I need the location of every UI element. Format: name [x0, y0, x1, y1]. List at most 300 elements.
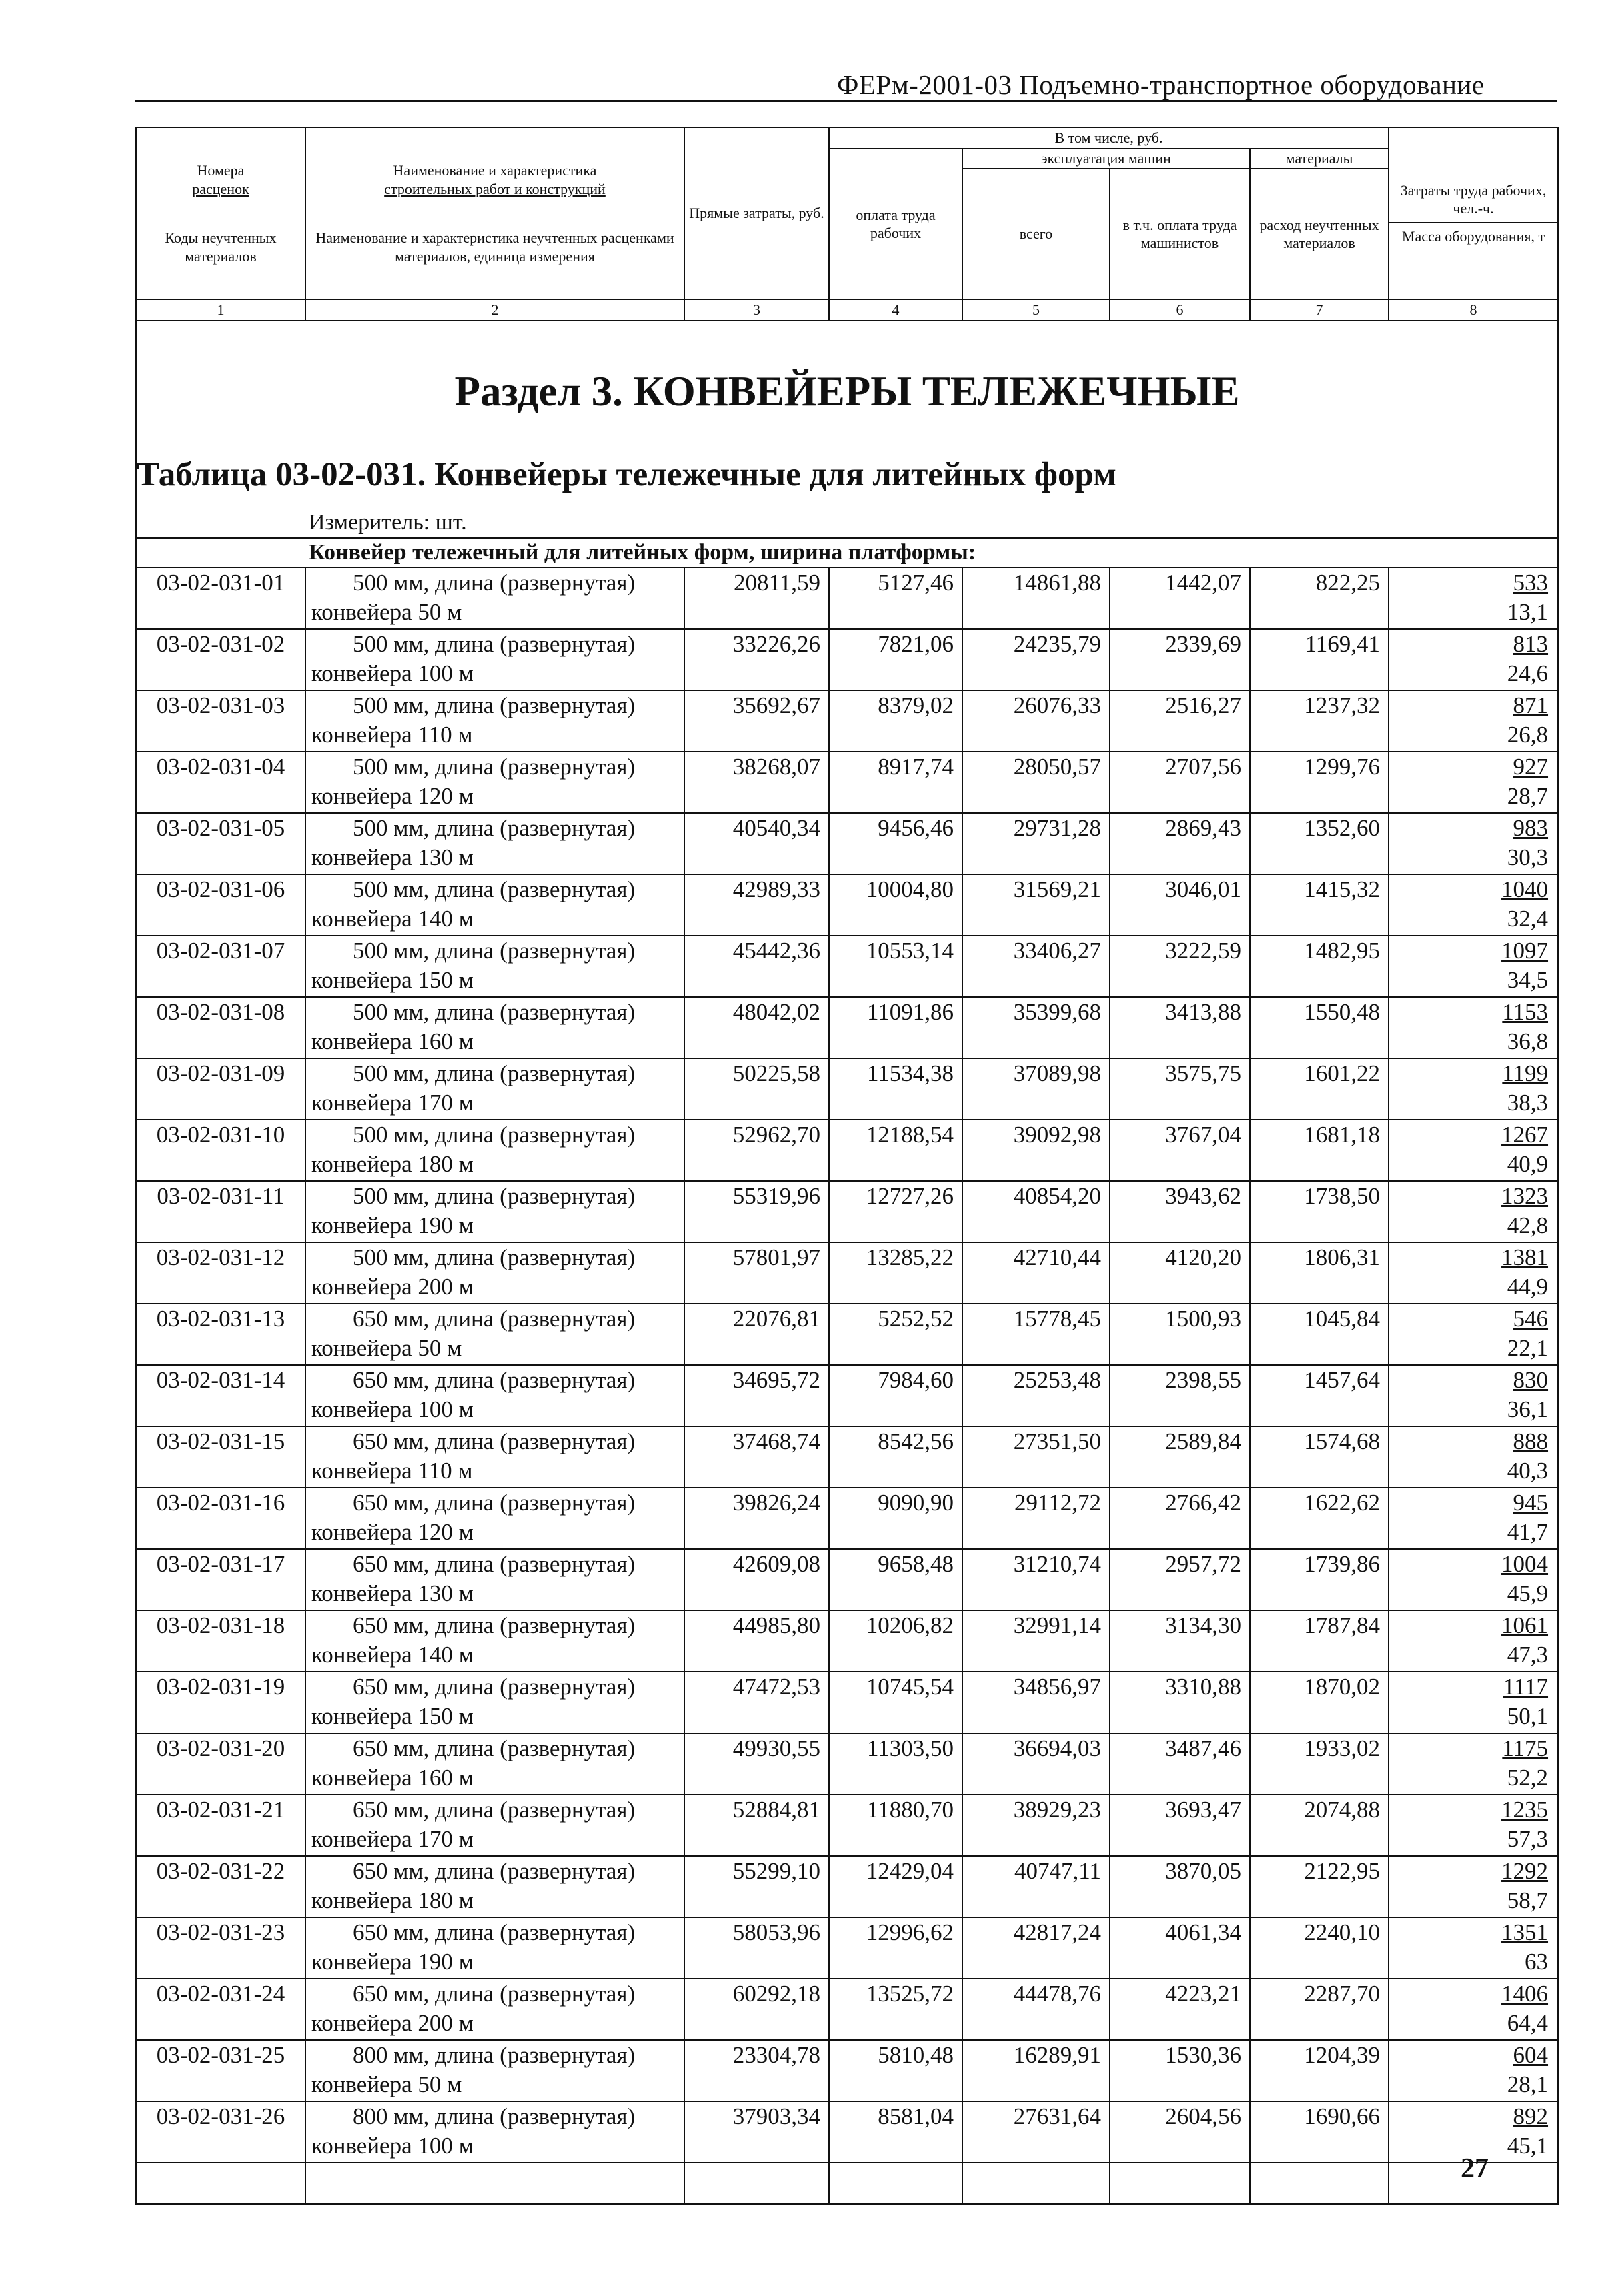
rate-code: 03-02-031-02	[136, 629, 305, 690]
table-row	[136, 2101, 1558, 2163]
labor-mass-cell	[1389, 1917, 1558, 1979]
rate-name	[305, 874, 684, 936]
labor-mass-cell	[1389, 1979, 1558, 2040]
materials-cost: 1739,86	[1250, 1549, 1389, 1610]
table-title: Таблица 03-02-031. Конвейеры тележечные для литейных форм	[136, 441, 1558, 508]
labor-mass-cell	[1389, 629, 1558, 690]
equipment-mass: 63	[1525, 1949, 1549, 1975]
rate-code: 03-02-031-11	[136, 1181, 305, 1242]
labor-pay: 10004,80	[829, 874, 962, 936]
equipment-mass: 22,1	[1507, 1335, 1549, 1361]
labor-hours: 871	[1513, 692, 1549, 718]
machines-total: 42817,24	[962, 1917, 1110, 1979]
rate-name	[305, 1856, 684, 1917]
rate-name-line1: 500 мм, длина (развернутая)	[353, 569, 636, 596]
rate-name-line2: конвейера 140 м	[311, 1642, 474, 1668]
table-row	[136, 1610, 1558, 1672]
rate-code: 03-02-031-15	[136, 1426, 305, 1488]
table-row	[136, 567, 1558, 629]
rate-name-line1: 650 мм, длина (развернутая)	[353, 1306, 636, 1332]
table-row	[136, 1917, 1558, 1979]
table-row	[136, 874, 1558, 936]
rate-name-line2: конвейера 180 м	[311, 1887, 474, 1913]
operators-pay: 3575,75	[1110, 1058, 1250, 1120]
table-row	[136, 1120, 1558, 1181]
direct-costs: 48042,02	[684, 997, 829, 1058]
materials-cost: 1681,18	[1250, 1120, 1389, 1181]
page-number: 27	[1461, 2153, 1489, 2184]
labor-pay: 10206,82	[829, 1610, 962, 1672]
incl-group-header: В том числе, руб.	[829, 127, 1389, 149]
empty-cell	[1250, 2163, 1389, 2204]
rates-table	[135, 127, 1559, 2205]
labor-pay: 12188,54	[829, 1120, 962, 1181]
materials-cost: 1415,32	[1250, 874, 1389, 936]
operators-pay: 2398,55	[1110, 1365, 1250, 1426]
operators-pay: 4120,20	[1110, 1242, 1250, 1304]
direct-costs: 44985,80	[684, 1610, 829, 1672]
labor-pay: 11091,86	[829, 997, 962, 1058]
rate-name	[305, 1058, 684, 1120]
labor-hours: 1175	[1502, 1735, 1549, 1761]
labor-pay: 8379,02	[829, 690, 962, 752]
empty-cell	[1110, 2163, 1250, 2204]
rate-name-line2: конвейера 190 м	[311, 1949, 474, 1975]
machines-total: 25253,48	[962, 1365, 1110, 1426]
rate-name-line1: 500 мм, длина (развернутая)	[353, 876, 636, 902]
direct-costs: 47472,53	[684, 1672, 829, 1733]
rate-code: 03-02-031-09	[136, 1058, 305, 1120]
equipment-mass: 64,4	[1507, 2010, 1549, 2036]
labor-pay: 11534,38	[829, 1058, 962, 1120]
column-number: 4	[829, 299, 962, 321]
labor-hours: 1153	[1502, 999, 1549, 1025]
rate-name	[305, 1242, 684, 1304]
labor-hours: 1061	[1501, 1612, 1549, 1638]
rate-name-line2: конвейера 100 м	[311, 2133, 474, 2159]
equipment-mass: 36,8	[1507, 1028, 1549, 1054]
direct-costs: 55299,10	[684, 1856, 829, 1917]
table-body	[136, 321, 1558, 2204]
col5-header: всего	[962, 169, 1110, 299]
rate-name-line2: конвейера 50 м	[311, 599, 462, 625]
materials-cost: 2287,70	[1250, 1979, 1389, 2040]
col4-header: оплата труда рабочих	[829, 149, 962, 299]
table-row	[136, 936, 1558, 997]
rate-name-line2: конвейера 160 м	[311, 1765, 474, 1791]
direct-costs: 20811,59	[684, 567, 829, 629]
rate-name-line1: 500 мм, длина (развернутая)	[353, 1183, 636, 1209]
table-row	[136, 690, 1558, 752]
measure-unit: Измеритель: шт.	[136, 508, 1558, 538]
equipment-mass: 24,6	[1507, 660, 1549, 686]
rate-code: 03-02-031-22	[136, 1856, 305, 1917]
direct-costs: 23304,78	[684, 2040, 829, 2101]
rate-name-line1: 650 мм, длина (развернутая)	[353, 1858, 636, 1884]
materials-cost: 1601,22	[1250, 1058, 1389, 1120]
col1-header	[136, 127, 305, 299]
labor-mass-cell	[1389, 1856, 1558, 1917]
rate-name-line2: конвейера 160 м	[311, 1028, 474, 1054]
column-number: 3	[684, 299, 829, 321]
rate-code: 03-02-031-19	[136, 1672, 305, 1733]
labor-hours: 813	[1513, 631, 1549, 657]
rate-name	[305, 1488, 684, 1549]
rate-name-line2: конвейера 200 м	[311, 1274, 474, 1300]
operators-pay: 2604,56	[1110, 2101, 1250, 2163]
labor-pay: 5127,46	[829, 567, 962, 629]
labor-hours: 604	[1513, 2042, 1549, 2068]
materials-cost: 1574,68	[1250, 1426, 1389, 1488]
labor-mass-cell	[1389, 1795, 1558, 1856]
rate-name-line2: конвейера 100 м	[311, 660, 474, 686]
column-number: 2	[305, 299, 684, 321]
col1-header-bottom: Коды неучтенных материалов	[165, 229, 277, 265]
equipment-mass: 28,1	[1507, 2071, 1549, 2097]
column-number: 5	[962, 299, 1110, 321]
direct-costs: 57801,97	[684, 1242, 829, 1304]
operators-pay: 3487,46	[1110, 1733, 1250, 1795]
direct-costs: 37903,34	[684, 2101, 829, 2163]
rate-name	[305, 813, 684, 874]
labor-hours: 830	[1513, 1367, 1549, 1393]
table-row	[136, 1979, 1558, 2040]
labor-mass-cell	[1389, 1120, 1558, 1181]
operators-pay: 3943,62	[1110, 1181, 1250, 1242]
rate-name-line2: конвейера 140 м	[311, 906, 474, 932]
operators-pay: 1500,93	[1110, 1304, 1250, 1365]
rate-name	[305, 1610, 684, 1672]
equipment-mass: 57,3	[1507, 1826, 1549, 1852]
direct-costs: 42609,08	[684, 1549, 829, 1610]
labor-pay: 9090,90	[829, 1488, 962, 1549]
rate-code: 03-02-031-26	[136, 2101, 305, 2163]
labor-pay: 10745,54	[829, 1672, 962, 1733]
labor-hours: 533	[1513, 569, 1549, 596]
machines-total: 33406,27	[962, 936, 1110, 997]
rate-name-line1: 500 мм, длина (развернутая)	[353, 1122, 636, 1148]
labor-mass-cell	[1389, 813, 1558, 874]
labor-pay: 10553,14	[829, 936, 962, 997]
rate-name	[305, 1979, 684, 2040]
rate-name-line2: конвейера 150 м	[311, 1703, 474, 1729]
labor-hours: 1381	[1501, 1244, 1549, 1270]
machines-total: 40747,11	[962, 1856, 1110, 1917]
labor-mass-cell	[1389, 1549, 1558, 1610]
rate-name-line1: 500 мм, длина (развернутая)	[353, 692, 636, 718]
rate-name-line1: 650 мм, длина (развернутая)	[353, 1735, 636, 1761]
direct-costs: 52962,70	[684, 1120, 829, 1181]
rate-name	[305, 1549, 684, 1610]
rate-name-line2: конвейера 180 м	[311, 1151, 474, 1177]
labor-hours: 892	[1513, 2103, 1549, 2129]
rate-name	[305, 1181, 684, 1242]
machines-group-header: эксплуатация машин	[962, 149, 1250, 169]
materials-cost: 1933,02	[1250, 1733, 1389, 1795]
table-row	[136, 1856, 1558, 1917]
labor-mass-cell	[1389, 936, 1558, 997]
operators-pay: 2516,27	[1110, 690, 1250, 752]
rate-name-line1: 800 мм, длина (развернутая)	[353, 2103, 636, 2129]
labor-pay: 8542,56	[829, 1426, 962, 1488]
table-head	[136, 127, 1558, 321]
table-row	[136, 1181, 1558, 1242]
rate-code: 03-02-031-04	[136, 752, 305, 813]
labor-mass-cell	[1389, 1672, 1558, 1733]
rate-name-line2: конвейера 120 м	[311, 1519, 474, 1545]
operators-pay: 1530,36	[1110, 2040, 1250, 2101]
labor-mass-cell	[1389, 690, 1558, 752]
materials-cost: 2074,88	[1250, 1795, 1389, 1856]
labor-pay: 12429,04	[829, 1856, 962, 1917]
rate-code: 03-02-031-16	[136, 1488, 305, 1549]
rate-name-line1: 500 мм, длина (развернутая)	[353, 815, 636, 841]
labor-hours: 1117	[1503, 1674, 1549, 1700]
materials-group-header: материалы	[1250, 149, 1389, 169]
table-row	[136, 752, 1558, 813]
machines-total: 29112,72	[962, 1488, 1110, 1549]
table-row	[136, 1058, 1558, 1120]
operators-pay: 3870,05	[1110, 1856, 1250, 1917]
labor-hours: 1004	[1501, 1551, 1549, 1577]
materials-cost: 1457,64	[1250, 1365, 1389, 1426]
operators-pay: 2339,69	[1110, 629, 1250, 690]
labor-mass-cell	[1389, 1181, 1558, 1242]
empty-cell	[829, 2163, 962, 2204]
rate-name-line2: конвейера 130 м	[311, 844, 474, 870]
rate-name-line1: 650 мм, длина (развернутая)	[353, 1367, 636, 1393]
empty-cell	[962, 2163, 1110, 2204]
equipment-mass: 44,9	[1507, 1274, 1549, 1300]
materials-cost: 1806,31	[1250, 1242, 1389, 1304]
table-row	[136, 629, 1558, 690]
operators-pay: 2957,72	[1110, 1549, 1250, 1610]
operators-pay: 3222,59	[1110, 936, 1250, 997]
rate-code: 03-02-031-05	[136, 813, 305, 874]
operators-pay: 3134,30	[1110, 1610, 1250, 1672]
direct-costs: 52884,81	[684, 1795, 829, 1856]
col2-header-bottom: Наименование и характеристика неучтенных расценками материалов, единица измерения	[315, 229, 674, 265]
materials-cost: 822,25	[1250, 567, 1389, 629]
equipment-mass: 41,7	[1507, 1519, 1549, 1545]
column-number: 1	[136, 299, 305, 321]
equipment-mass: 40,3	[1507, 1458, 1549, 1484]
equipment-mass: 36,1	[1507, 1396, 1549, 1422]
direct-costs: 34695,72	[684, 1365, 829, 1426]
table-row	[136, 1795, 1558, 1856]
rate-name	[305, 1365, 684, 1426]
rate-code: 03-02-031-24	[136, 1979, 305, 2040]
rate-name-line1: 800 мм, длина (развернутая)	[353, 2042, 636, 2068]
table-row	[136, 1304, 1558, 1365]
table-bottom-spacer	[136, 2163, 1558, 2204]
equipment-mass: 50,1	[1507, 1703, 1549, 1729]
labor-pay: 5252,52	[829, 1304, 962, 1365]
labor-hours: 1097	[1501, 938, 1549, 964]
labor-pay: 5810,48	[829, 2040, 962, 2101]
rate-name-line1: 500 мм, длина (развернутая)	[353, 999, 636, 1025]
direct-costs: 38268,07	[684, 752, 829, 813]
labor-pay: 12996,62	[829, 1917, 962, 1979]
machines-total: 39092,98	[962, 1120, 1110, 1181]
table-row	[136, 1672, 1558, 1733]
labor-hours: 1323	[1501, 1183, 1549, 1209]
machines-total: 40854,20	[962, 1181, 1110, 1242]
labor-pay: 12727,26	[829, 1181, 962, 1242]
labor-pay: 7984,60	[829, 1365, 962, 1426]
rate-code: 03-02-031-08	[136, 997, 305, 1058]
materials-cost: 2240,10	[1250, 1917, 1389, 1979]
rate-name	[305, 567, 684, 629]
materials-cost: 1352,60	[1250, 813, 1389, 874]
table-row	[136, 1426, 1558, 1488]
labor-mass-cell	[1389, 1058, 1558, 1120]
rate-name-line2: конвейера 110 м	[311, 1458, 473, 1484]
equipment-mass: 30,3	[1507, 844, 1549, 870]
operators-pay: 2869,43	[1110, 813, 1250, 874]
labor-pay: 13285,22	[829, 1242, 962, 1304]
equipment-mass: 13,1	[1507, 599, 1549, 625]
direct-costs: 50225,58	[684, 1058, 829, 1120]
rate-name-line1: 650 мм, длина (развернутая)	[353, 1919, 636, 1945]
rate-name-line1: 650 мм, длина (развернутая)	[353, 1981, 636, 2007]
machines-total: 29731,28	[962, 813, 1110, 874]
table-row	[136, 1242, 1558, 1304]
rate-code: 03-02-031-20	[136, 1733, 305, 1795]
rate-name-line2: конвейера 150 м	[311, 967, 474, 993]
equipment-mass: 38,3	[1507, 1090, 1549, 1116]
col8-header-bottom: Масса оборудования, т	[1389, 222, 1557, 246]
machines-total: 31569,21	[962, 874, 1110, 936]
labor-pay: 9658,48	[829, 1549, 962, 1610]
machines-total: 31210,74	[962, 1549, 1110, 1610]
direct-costs: 60292,18	[684, 1979, 829, 2040]
rate-name	[305, 1672, 684, 1733]
rate-name	[305, 936, 684, 997]
rate-code: 03-02-031-21	[136, 1795, 305, 1856]
rate-name	[305, 2040, 684, 2101]
rate-name	[305, 997, 684, 1058]
col1-header-top2: расценок	[192, 180, 249, 197]
labor-hours: 888	[1513, 1428, 1549, 1454]
direct-costs: 22076,81	[684, 1304, 829, 1365]
direct-costs: 55319,96	[684, 1181, 829, 1242]
equipment-mass: 26,8	[1507, 722, 1549, 748]
labor-mass-cell	[1389, 567, 1558, 629]
materials-cost: 1690,66	[1250, 2101, 1389, 2163]
labor-pay: 11303,50	[829, 1733, 962, 1795]
operators-pay: 3310,88	[1110, 1672, 1250, 1733]
labor-mass-cell	[1389, 1365, 1558, 1426]
labor-hours: 1199	[1502, 1060, 1549, 1086]
labor-mass-cell	[1389, 2040, 1558, 2101]
machines-total: 37089,98	[962, 1058, 1110, 1120]
direct-costs: 40540,34	[684, 813, 829, 874]
rate-name	[305, 752, 684, 813]
col8-header-top: Затраты труда рабочих, чел.-ч.	[1400, 181, 1547, 217]
empty-cell	[684, 2163, 829, 2204]
labor-mass-cell	[1389, 1242, 1558, 1304]
labor-pay: 11880,70	[829, 1795, 962, 1856]
rate-code: 03-02-031-14	[136, 1365, 305, 1426]
machines-total: 44478,76	[962, 1979, 1110, 2040]
rate-code: 03-02-031-13	[136, 1304, 305, 1365]
rate-name	[305, 1120, 684, 1181]
column-number: 7	[1250, 299, 1389, 321]
labor-mass-cell	[1389, 997, 1558, 1058]
col3-header: Прямые затраты, руб.	[684, 127, 829, 299]
materials-cost: 1787,84	[1250, 1610, 1389, 1672]
machines-total: 35399,68	[962, 997, 1110, 1058]
labor-mass-cell	[1389, 1488, 1558, 1549]
machines-total: 24235,79	[962, 629, 1110, 690]
equipment-mass: 52,2	[1507, 1765, 1549, 1791]
rate-name	[305, 1304, 684, 1365]
machines-total: 27351,50	[962, 1426, 1110, 1488]
column-number: 6	[1110, 299, 1250, 321]
rate-name-line1: 650 мм, длина (развернутая)	[353, 1551, 636, 1577]
col6-header: в т.ч. оплата труда машинистов	[1110, 169, 1250, 299]
machines-total: 28050,57	[962, 752, 1110, 813]
labor-mass-cell	[1389, 1610, 1558, 1672]
equipment-mass: 45,1	[1507, 2133, 1549, 2159]
direct-costs: 45442,36	[684, 936, 829, 997]
section-title: Раздел 3. КОНВЕЙЕРЫ ТЕЛЕЖЕЧНЫЕ	[136, 321, 1558, 441]
machines-total: 42710,44	[962, 1242, 1110, 1304]
rate-name-line2: конвейера 120 м	[311, 783, 474, 809]
rate-code: 03-02-031-01	[136, 567, 305, 629]
rate-code: 03-02-031-12	[136, 1242, 305, 1304]
rate-name-line2: конвейера 130 м	[311, 1580, 474, 1606]
labor-pay: 8581,04	[829, 2101, 962, 2163]
rate-name-line1: 500 мм, длина (развернутая)	[353, 754, 636, 780]
rate-name	[305, 1795, 684, 1856]
equipment-mass: 34,5	[1507, 967, 1549, 993]
operators-pay: 4061,34	[1110, 1917, 1250, 1979]
col2-header-top: Наименование и характеристика	[393, 162, 597, 179]
labor-pay: 9456,46	[829, 813, 962, 874]
direct-costs: 49930,55	[684, 1733, 829, 1795]
labor-mass-cell	[1389, 752, 1558, 813]
direct-costs: 39826,24	[684, 1488, 829, 1549]
rate-name	[305, 1917, 684, 1979]
direct-costs: 58053,96	[684, 1917, 829, 1979]
labor-mass-cell	[1389, 1426, 1558, 1488]
machines-total: 26076,33	[962, 690, 1110, 752]
rate-name	[305, 1426, 684, 1488]
col2-header-top2: строительных работ и конструкций	[384, 180, 606, 197]
empty-cell	[305, 2163, 684, 2204]
rate-name-line1: 650 мм, длина (развернутая)	[353, 1797, 636, 1823]
equipment-mass: 45,9	[1507, 1580, 1549, 1606]
labor-pay: 8917,74	[829, 752, 962, 813]
labor-hours: 927	[1513, 754, 1549, 780]
labor-hours: 945	[1513, 1490, 1549, 1516]
rate-name-line2: конвейера 50 м	[311, 1335, 462, 1361]
labor-pay: 13525,72	[829, 1979, 962, 2040]
operators-pay: 3767,04	[1110, 1120, 1250, 1181]
rate-name-line2: конвейера 170 м	[311, 1826, 474, 1852]
empty-cell	[136, 2163, 305, 2204]
materials-cost: 1045,84	[1250, 1304, 1389, 1365]
equipment-mass: 28,7	[1507, 783, 1549, 809]
rate-name-line2: конвейера 170 м	[311, 1090, 474, 1116]
table-row	[136, 2040, 1558, 2101]
equipment-mass: 32,4	[1507, 906, 1549, 932]
table-row	[136, 997, 1558, 1058]
rate-name-line1: 650 мм, длина (развернутая)	[353, 1428, 636, 1454]
direct-costs: 42989,33	[684, 874, 829, 936]
